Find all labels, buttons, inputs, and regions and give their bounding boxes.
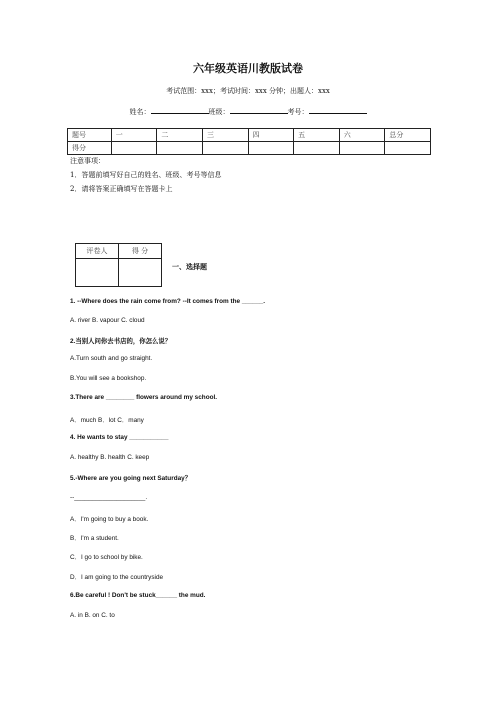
question-option: B.You will see a bookshop. [70, 375, 147, 382]
question-option: A.Turn south and go straight. [70, 355, 153, 362]
score-header-cell: 三 [202, 129, 248, 142]
score-cell[interactable] [385, 142, 431, 155]
score-label: 得 分 [119, 244, 162, 259]
grader-cell[interactable] [76, 259, 119, 287]
score-row-label: 得分 [68, 142, 112, 155]
grader-label: 评卷人 [76, 244, 119, 259]
answer-blank: --____________________. [70, 494, 148, 501]
question-options: A. in B. on C. to [70, 612, 115, 619]
question-option: A．I'm going to buy a book. [70, 516, 149, 523]
score-header-cell: 六 [339, 129, 385, 142]
question-option: D．I am going to the countryside [70, 574, 164, 581]
score-header-cell: 五 [294, 129, 340, 142]
grader-table [75, 243, 162, 287]
score-header-cell: 二 [157, 129, 203, 142]
exam-info: 考试范围：xxx；考试时间：xxx 分钟；出题人：xxx [166, 87, 330, 95]
notes-item: 1．答题前填写好自己的姓名、班级、考号等信息 [70, 171, 222, 179]
score-header-cell: 题号 [68, 129, 112, 142]
score-table-header-row [68, 129, 431, 142]
name-blank[interactable] [151, 106, 209, 114]
score-table-score-row [68, 142, 431, 155]
question-stem: 6.Be careful ! Don't be stuck______ the mud. [70, 592, 206, 599]
name-label: 姓名： [129, 108, 151, 116]
question-options: A. river B. vapour C. cloud [70, 317, 145, 324]
class-blank[interactable] [230, 106, 288, 114]
exam-no-label: 考号： [287, 108, 309, 116]
score-cell[interactable] [339, 142, 385, 155]
exam-no-blank[interactable] [309, 106, 367, 114]
score-table [67, 128, 431, 155]
question-stem: 2.当别人问你去书店的，你怎么说？ [70, 338, 172, 345]
class-label: 班级： [208, 108, 230, 116]
question-option: C．I go to school by bike. [70, 554, 143, 561]
score-cell[interactable] [202, 142, 248, 155]
question-option: B．I'm a student. [70, 535, 119, 542]
score-cell[interactable] [111, 142, 157, 155]
question-stem: 5.-Where are you going next Saturday？ [70, 475, 192, 482]
page-title: 六年级英语川教版试卷 [193, 62, 303, 75]
question-options: A. healthy B. health C. keep [70, 454, 150, 461]
score-header-cell: 四 [248, 129, 294, 142]
question-stem: 4. He wants to stay ___________ [70, 434, 169, 441]
grader-score-cell[interactable] [119, 259, 162, 287]
section-title: 一、选择题 [172, 263, 207, 271]
notes-item: 2．请将答案正确填写在答题卡上 [70, 185, 173, 193]
score-cell[interactable] [248, 142, 294, 155]
student-info-line [0, 106, 496, 117]
question-options: A．much B．lot C．many [70, 417, 144, 424]
score-header-cell: 总分 [385, 129, 431, 142]
score-header-cell: 一 [111, 129, 157, 142]
notes-heading: 注意事项： [70, 157, 105, 165]
score-cell[interactable] [157, 142, 203, 155]
score-cell[interactable] [294, 142, 340, 155]
question-stem: 3.There are ________ flowers around my school. [70, 394, 218, 401]
question-stem: 1. --Where does the rain come from? --It comes from the ______. [70, 298, 265, 305]
